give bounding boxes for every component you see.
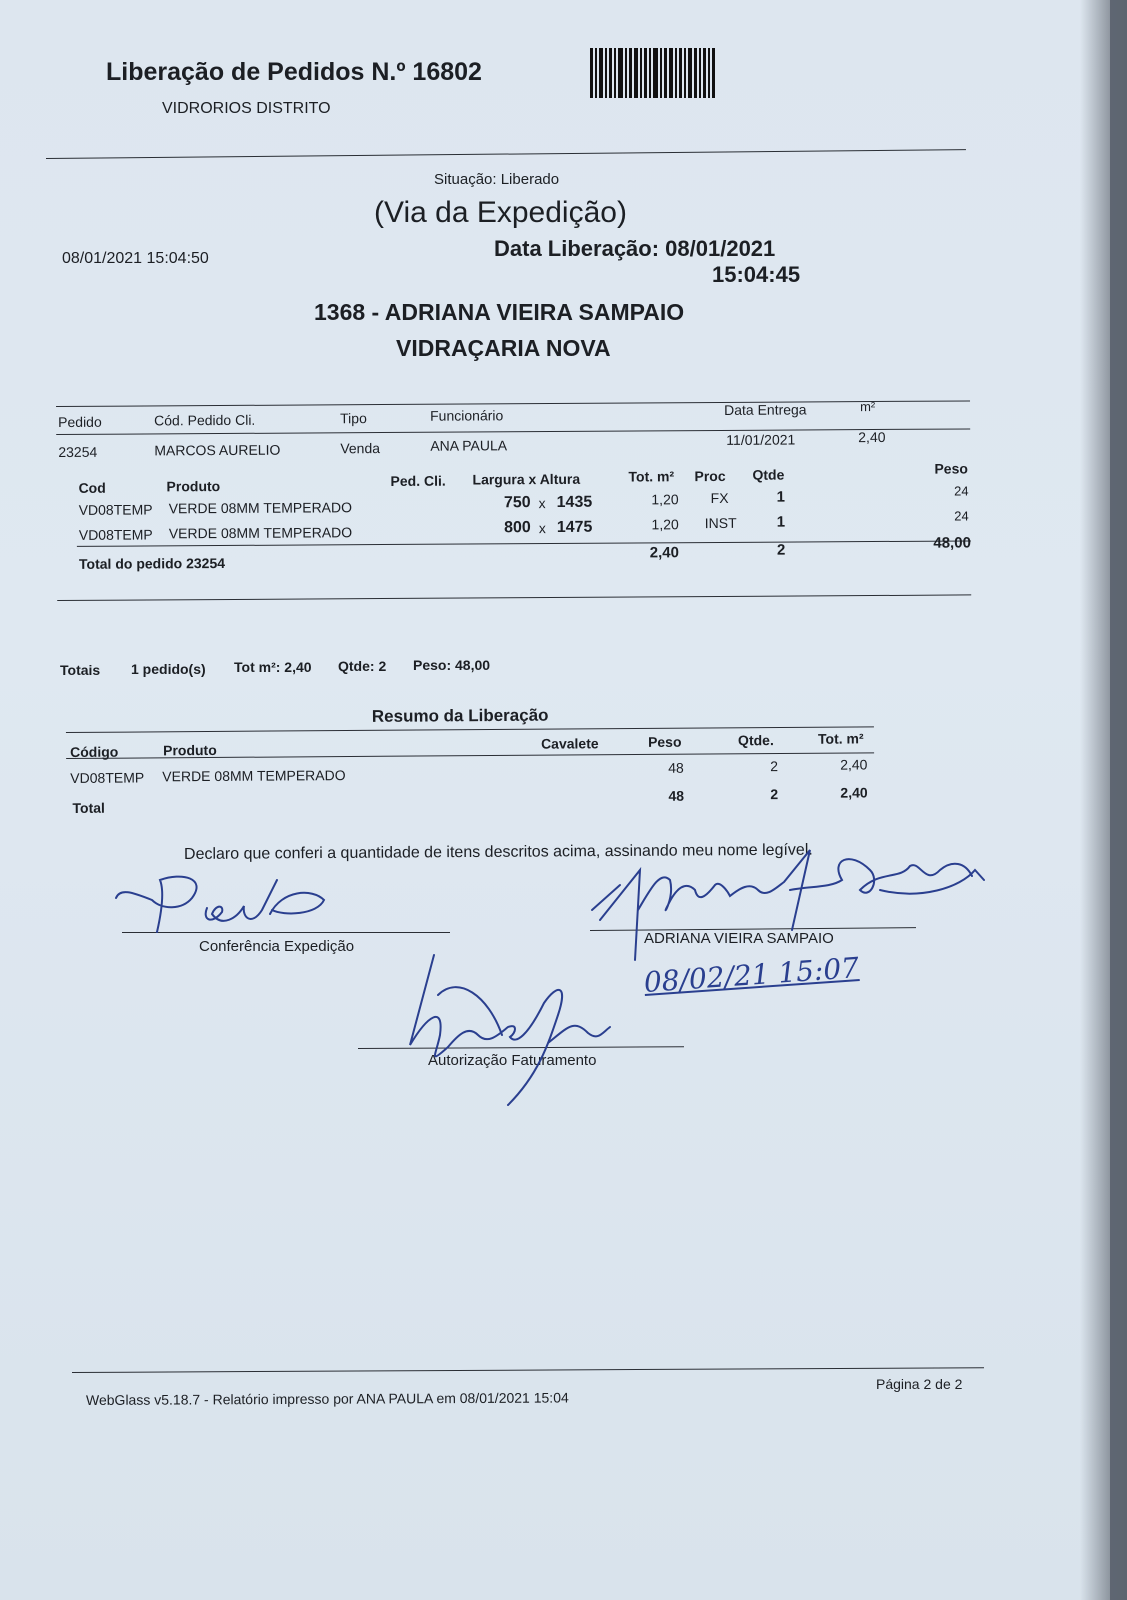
totals-label: Totais <box>60 662 101 678</box>
order-pedido: 23254 <box>58 443 98 461</box>
item-cod: VD08TEMP <box>78 526 153 543</box>
item-altura: 1475 <box>556 518 593 536</box>
summary-col-produto: Produto <box>163 741 217 759</box>
footer-page-number: Página 2 de 2 <box>876 1376 963 1392</box>
summary-total-qtde: 2 <box>770 786 779 803</box>
summary-total-peso: 48 <box>668 787 685 804</box>
order-total-rule <box>77 540 971 546</box>
order-tipo: Venda <box>340 440 381 457</box>
item-proc: INST <box>704 514 737 532</box>
order-total-m2: 2,40 <box>649 544 679 562</box>
summary-qtde: 2 <box>770 758 779 775</box>
client-company: VIDRAÇARIA NOVA <box>396 335 611 361</box>
order-bottom-rule <box>57 594 971 601</box>
order-cod-cli: MARCOS AURELIO <box>154 441 281 459</box>
client-signature <box>580 830 1000 970</box>
item-altura: 1435 <box>556 493 593 511</box>
barcode <box>590 48 717 98</box>
conferencia-label: Conferência Expedição <box>199 938 355 955</box>
declaration-text: Declaro que conferi a quantidade de itens descritos acima, assinando meu nome legível. <box>183 841 813 863</box>
summary-peso: 48 <box>668 759 684 776</box>
document-title: Liberação de Pedidos N.º 16802 <box>106 58 482 86</box>
print-datetime: 08/01/2021 15:04:50 <box>62 250 209 267</box>
summary-col-tot-m2: Tot. m² <box>817 730 864 747</box>
item-proc: FX <box>710 489 729 507</box>
col-m2: m² <box>860 399 876 415</box>
order-total-peso: 48,00 <box>933 534 971 552</box>
summary-codigo: VD08TEMP <box>70 769 145 786</box>
summary-col-codigo: Código <box>70 743 119 760</box>
item-col-produto: Produto <box>166 478 221 495</box>
summary-total-label: Total <box>72 799 105 816</box>
order-funcionario: ANA PAULA <box>430 437 508 454</box>
totals-peso: Peso: 48,00 <box>413 657 491 673</box>
summary-col-peso: Peso <box>647 733 682 750</box>
item-peso: 24 <box>954 483 969 499</box>
conferencia-signature <box>112 870 342 945</box>
col-cod-cli: Cód. Pedido Cli. <box>154 411 256 429</box>
client-signature-name: ADRIANA VIEIRA SAMPAIO <box>644 930 834 947</box>
item-x: x <box>538 495 546 512</box>
summary-col-qtde: Qtde. <box>737 732 774 749</box>
item-largura: 750 <box>503 494 531 512</box>
item-largura: 800 <box>504 519 531 537</box>
col-data-entrega: Data Entrega <box>724 401 807 418</box>
item-produto: VERDE 08MM TEMPERADO <box>168 499 353 517</box>
summary-tot-m2: 2,40 <box>840 756 868 773</box>
summary-produto: VERDE 08MM TEMPERADO <box>162 767 346 785</box>
item-col-peso: Peso <box>934 460 968 477</box>
footer-rule <box>72 1367 984 1373</box>
col-funcionario: Funcionário <box>430 407 504 424</box>
item-col-ped-cli: Ped. Cli. <box>390 472 446 489</box>
item-col-dims: Largura x Altura <box>472 470 581 488</box>
footer-report-info: WebGlass v5.18.7 - Relatório impresso por ANA PAULA em 08/01/2021 15:04 <box>85 1389 569 1408</box>
totals-qtde: Qtde: 2 <box>338 658 387 674</box>
handwritten-date: 08/02/21 15:07 <box>642 951 860 999</box>
order-header-rule <box>56 428 970 435</box>
item-col-qtde: Qtde <box>752 466 785 483</box>
totals-pedidos: 1 pedido(s) <box>131 661 206 677</box>
item-col-cod: Cod <box>78 479 106 496</box>
header-divider <box>46 149 966 159</box>
totals-m2: Tot m²: 2,40 <box>234 659 312 675</box>
order-m2: 2,40 <box>858 428 886 446</box>
company-name: VIDRORIOS DISTRITO <box>162 100 331 117</box>
order-total-qtde: 2 <box>776 541 786 559</box>
item-col-proc: Proc <box>694 467 726 485</box>
item-peso: 24 <box>954 508 969 524</box>
item-qtde: 1 <box>776 488 786 506</box>
release-date: Data Liberação: 08/01/2021 <box>494 236 776 261</box>
client-name: 1368 - ADRIANA VIEIRA SAMPAIO <box>314 299 685 325</box>
item-col-tot-m2: Tot. m² <box>628 468 675 485</box>
via-label: (Via da Expedição) <box>374 196 627 229</box>
status-label: Situação: Liberado <box>434 171 560 188</box>
item-x: x <box>538 520 546 537</box>
item-produto: VERDE 08MM TEMPERADO <box>168 524 353 542</box>
item-cod: VD08TEMP <box>78 501 153 518</box>
item-tot-m2: 1,20 <box>651 491 679 508</box>
page-edge-shadow <box>1080 0 1127 1600</box>
order-data-entrega: 11/01/2021 <box>726 431 796 448</box>
order-top-rule <box>56 400 970 407</box>
summary-col-cavalete: Cavalete <box>540 735 599 752</box>
release-time: 15:04:45 <box>712 262 801 287</box>
col-pedido: Pedido <box>58 413 102 431</box>
autorizacao-signature <box>398 955 648 1105</box>
summary-total-tot-m2: 2,40 <box>840 784 868 801</box>
item-tot-m2: 1,20 <box>651 516 679 533</box>
col-tipo: Tipo <box>340 410 367 427</box>
autorizacao-label: Autorização Faturamento <box>428 1052 597 1069</box>
summary-title: Resumo da Liberação <box>371 705 549 726</box>
item-qtde: 1 <box>776 513 786 531</box>
order-total-label: Total do pedido 23254 <box>78 554 226 572</box>
